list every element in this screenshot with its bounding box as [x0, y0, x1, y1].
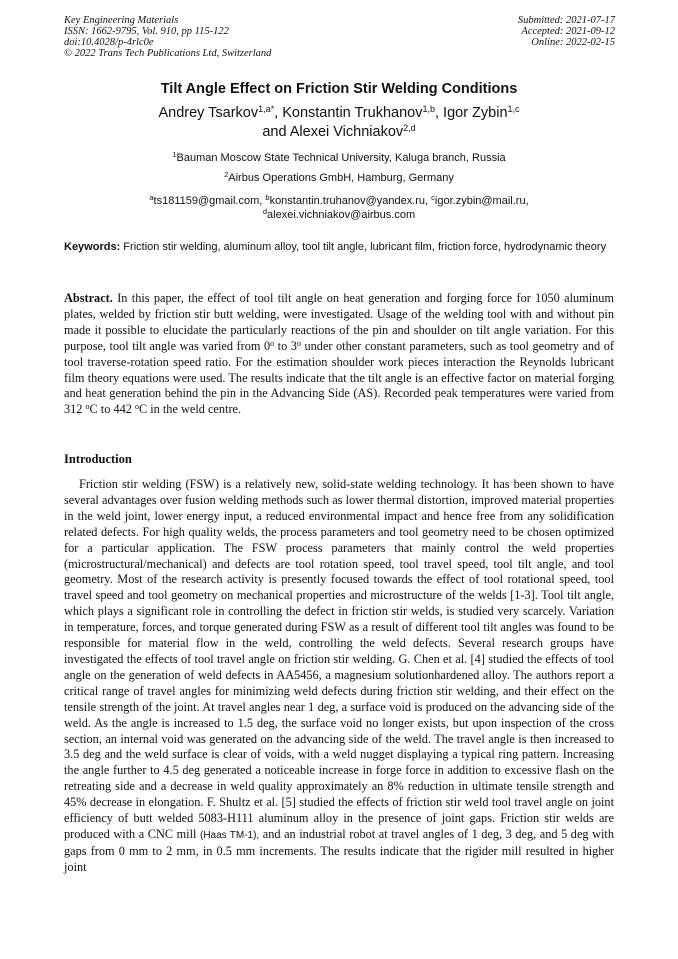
email-marker: d: [262, 207, 268, 216]
author-superscript: 2,d: [403, 123, 416, 133]
abstract-text: In this paper, the effect of tool tilt angle on heat generation and forging force for 1050 aluminum plates, welded by friction stir butt welding, were investigated. Usage of the welding tool with and without pin made it possible to elucidate the particularly reactions of the pin and shoulder on tilt angle variation. For this purpose, tool tilt angle was varied from 0: [64, 291, 614, 353]
degree-symbol: o: [270, 338, 275, 348]
doi: doi:10.4028/p-4rlc0e: [64, 37, 154, 48]
author-name: Konstantin Trukhanov: [282, 105, 423, 121]
affiliation-1: [0, 151, 678, 165]
abstract-text: to 3: [274, 338, 297, 353]
author-name: Alexei Vichniakov: [289, 124, 404, 140]
accepted-date: Accepted: 2021-09-12: [521, 26, 615, 37]
author-superscript: 1,b: [422, 104, 435, 114]
keywords-label: Keywords:: [64, 241, 121, 253]
abstract: [64, 291, 614, 418]
author-name: Igor Zybin: [443, 105, 508, 121]
affiliation-text: Bauman Moscow State Technical University, Kaluga branch, Russia: [176, 152, 506, 164]
abstract-text: under other constant parameters, such as tool geometry and of tool traverse-rotation speed ratio. For the estimation shoulder work pieces interaction the Reynolds lubricant film theory equations were used. The results indicate that the tilt angle is an effective factor on material forging and heat generation behind the pin in the Advancing Side (AS). Recorded peak temperatures were varied from 312: [64, 338, 614, 417]
email-link[interactable]: alexei.vichniakov@airbus.com: [267, 209, 416, 221]
email-link[interactable]: konstantin.truhanov@yandex.ru,: [269, 195, 432, 207]
affiliation-text: Airbus Operations GmbH, Hamburg, Germany: [228, 172, 454, 184]
journal-info: [64, 15, 271, 59]
paragraph-text: Friction stir welding (FSW) is a relatively new, solid-state welding technology. It has been shown to have several advantages over fusion welding methods such as lower thermal distortion, improved material properties in the weld joint, lower energy input, a reduced environmental impact and hence free from any solidification related defects. For high quality welds, the process parameters and tool geometry need to be chosen optimized for a particular application. The FSW process parameters that mainly control the weld properties (microstructural/mechanical) and defects are tool rotation speed, tool travel speed, tool tilt angle, and tool geometry. Most of the research activity is presently focused towards the effect of tool rotational speed, tool travel speed and tool geometry on mechanical properties and microstructure of the welds [1-3]. Tool tilt angle, which plays a significant role in controlling the defect in friction stir welds, is studied very scarcely. Variation in temperature, forces, and torque generated during FSW as a result of different tool tilt angles was found to be responsible for material flow in the weld, controlling the weld defects. Several research groups have investigated the effects of tool travel angle on friction stir welding. G. Chen et al. [4] studied the effects of tool angle on the generation of weld defects in AA5456, a magnesium solutionhardened alloy. The authors report a critical range of travel angles for minimizing weld defects during friction stir welding, and their effect on the tensile strength of the joint. At travel angles near 1 deg, a surface void is produced on the advancing side of the weld. As the angle is increased to 1.5 deg, the surface void no longer exists, but upon inspection of the cross section, an internal void was generated on the advancing side of the weld. The travel angle is then increased to 3.5 deg and the weld surface is clear of voids, with a weld nugget displaying a typical ring pattern. Increasing the angle further to 4.5 deg generated a noticeable increase in forge force in addition to excessive flash on the retreating side and a decrease in weld quality approximately an 8% reduction in ultimate tensile strength and 45% decrease in elongation. F. Shultz et al. [5] studied the effects of friction stir weld tool travel angle on joint efficiency of butt welded 5083-H111 aluminum alloy in the presence of joint gaps. Friction stir welds are produced with a CNC mill: [64, 477, 614, 841]
abstract-text: C in the weld centre.: [138, 402, 242, 417]
keywords-text: Friction stir welding, aluminum alloy, tool tilt angle, lubricant film, friction force, hydrodynamic theory: [120, 241, 607, 253]
author-superscript: 1,a*: [258, 104, 275, 114]
affiliation-marker: 2: [224, 170, 229, 179]
email-marker: b: [265, 193, 270, 202]
email-link[interactable]: ts181159@gmail.com,: [153, 195, 266, 207]
paper-title: Tilt Angle Effect on Friction Stir Welding Conditions: [160, 81, 518, 97]
email-marker: c: [431, 193, 435, 202]
author-name: Andrey Tsarkov: [158, 105, 259, 121]
introduction-paragraph: [64, 477, 614, 876]
author-separator: ,: [274, 105, 283, 121]
paragraph-text: and an industrial robot at travel angles of 1 deg, 3 deg, and 5 deg with gaps from 0 mm to 2 mm, in 0.5 mm increments. The results indicate that the rigider mill resulted in higher joint: [64, 826, 614, 874]
degree-symbol: o: [85, 402, 90, 412]
copyright: © 2022 Trans Tech Publications Ltd, Switzerland: [64, 48, 272, 59]
section-heading: Introduction: [64, 452, 132, 466]
keywords: [64, 240, 614, 255]
author-emails: [0, 194, 678, 222]
submitted-date: Submitted: 2021-07-17: [517, 15, 615, 26]
email-link[interactable]: igor.zybin@mail.ru,: [434, 195, 529, 207]
online-date: Online: 2022-02-15: [531, 37, 615, 48]
degree-symbol: o: [296, 338, 301, 348]
affiliation-marker: 1: [172, 150, 177, 159]
author-separator: ,: [434, 105, 444, 121]
abstract-label: Abstract.: [64, 291, 113, 305]
affiliation-2: [0, 171, 678, 185]
issn: ISSN: 1662-9795, Vol. 910, pp 115-122: [64, 26, 229, 37]
paragraph-text-small: (Haas TM-1),: [200, 829, 260, 841]
publication-dates: [518, 15, 615, 48]
degree-symbol: o: [134, 402, 139, 412]
author-conjunction: and: [262, 124, 290, 140]
abstract-text: C to 442: [89, 402, 135, 417]
author-superscript: 1,c: [507, 104, 520, 114]
journal-name: Key Engineering Materials: [64, 15, 179, 26]
email-marker: a: [149, 193, 154, 202]
author-list: [0, 104, 678, 142]
